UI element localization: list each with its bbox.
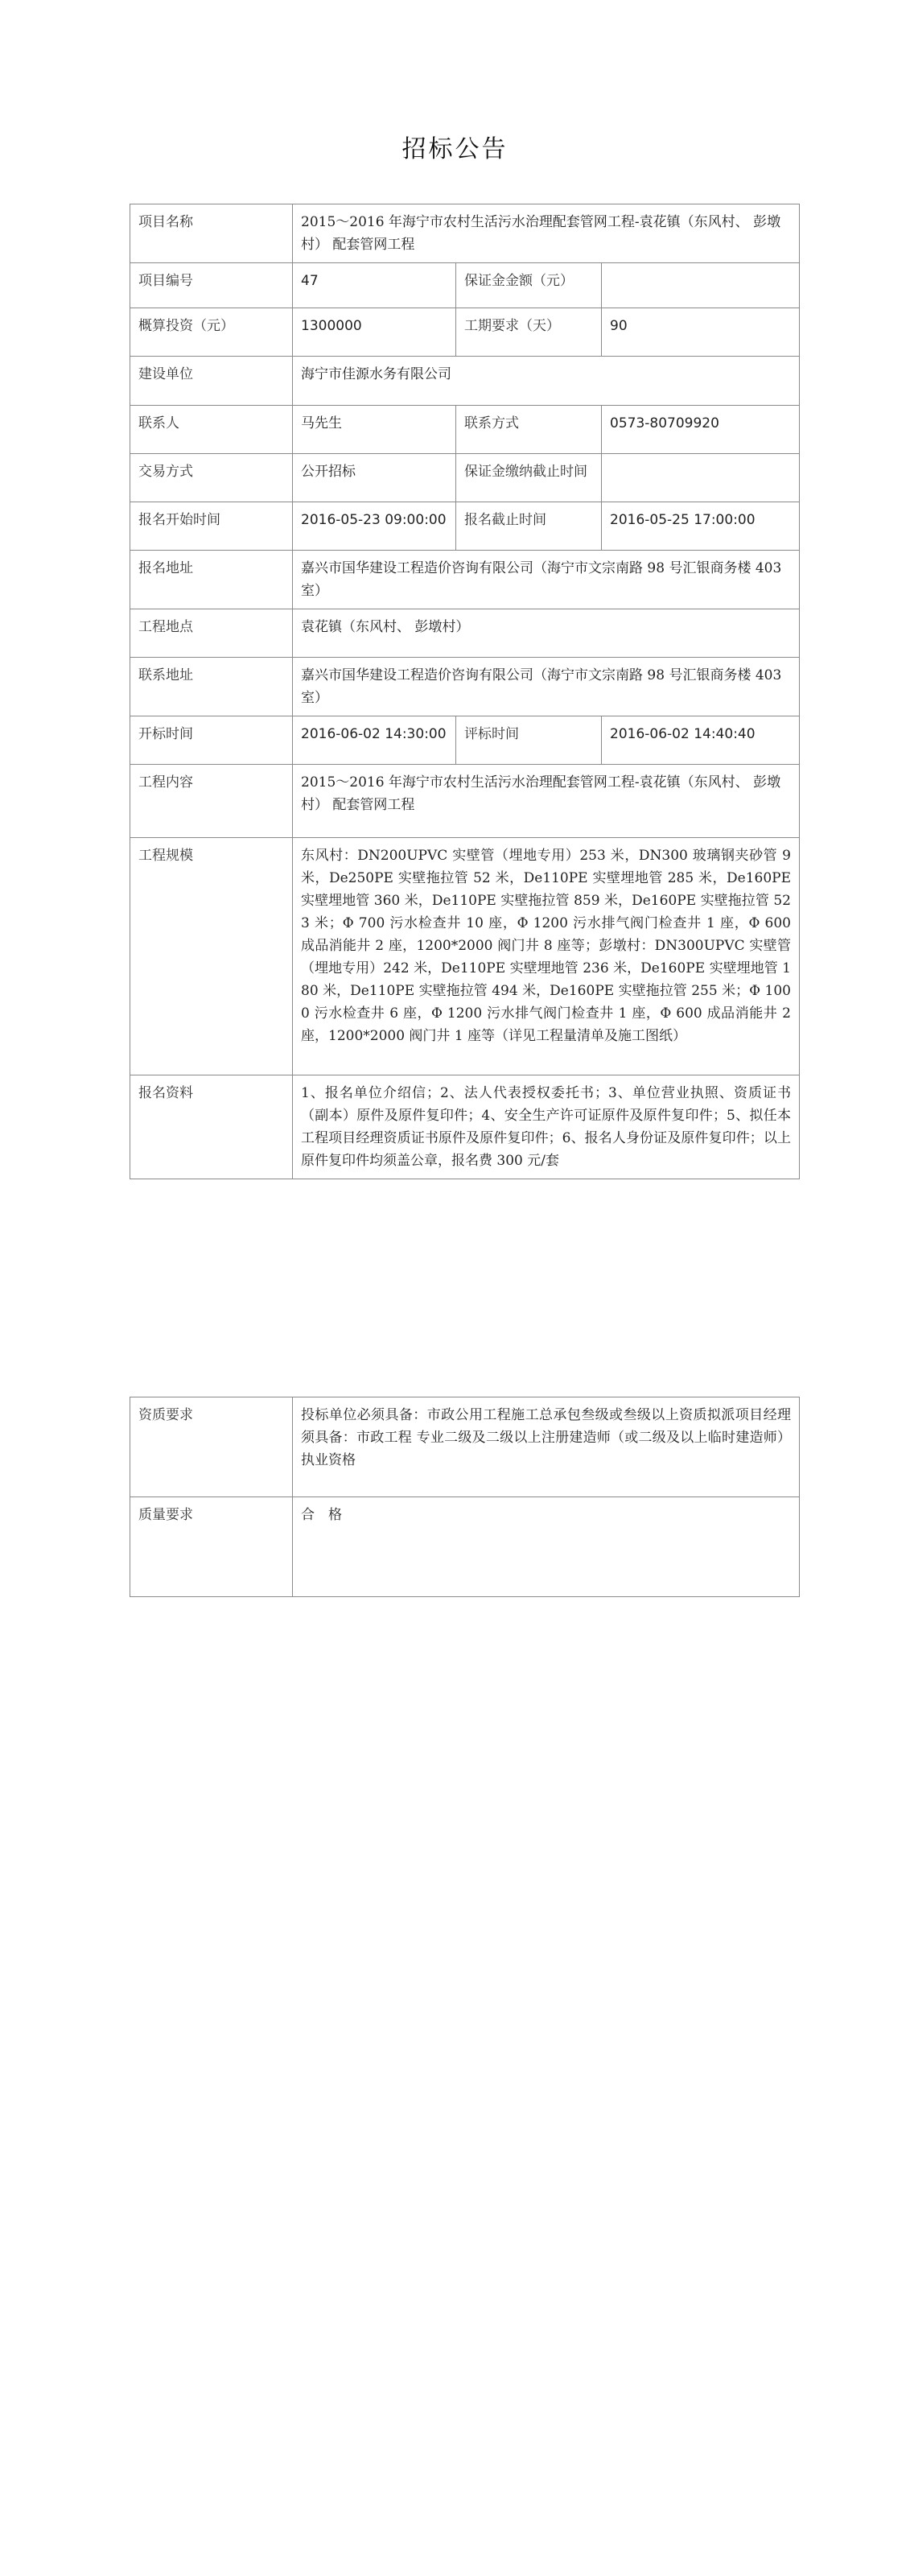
label-scale: 工程规模 bbox=[130, 838, 293, 1075]
value-quality: 合 格 bbox=[293, 1497, 800, 1597]
value-site: 袁花镇（东风村、 彭墩村） bbox=[293, 609, 800, 658]
row-reg-address bbox=[130, 551, 800, 609]
value-eval-time: 2016-06-02 14:40:40 bbox=[602, 716, 800, 765]
row-builder bbox=[130, 357, 800, 406]
label-reg-end: 报名截止时间 bbox=[456, 502, 602, 551]
row-trade-method bbox=[130, 454, 800, 502]
label-contact-method: 联系方式 bbox=[456, 406, 602, 454]
value-qualification: 投标单位必须具备：市政公用工程施工总承包叁级或叁级以上资质拟派项目经理须具备：市政工程 专业二级及二级以上注册建造师（或二级及以上临时建造师）执业资格 bbox=[293, 1397, 800, 1497]
row-scale bbox=[130, 838, 800, 1075]
label-content: 工程内容 bbox=[130, 765, 293, 838]
label-project-no: 项目编号 bbox=[130, 263, 293, 308]
row-open-time bbox=[130, 716, 800, 765]
label-deposit-deadline: 保证金缴纳截止时间 bbox=[456, 454, 602, 502]
label-open-time: 开标时间 bbox=[130, 716, 293, 765]
value-contact-method: 0573-80709920 bbox=[602, 406, 800, 454]
tender-info-table bbox=[130, 204, 800, 1179]
label-contact: 联系人 bbox=[130, 406, 293, 454]
row-project-no bbox=[130, 263, 800, 308]
value-deposit bbox=[602, 263, 800, 308]
row-quality bbox=[130, 1497, 800, 1597]
value-contact-address: 嘉兴市国华建设工程造价咨询有限公司（海宁市文宗南路 98 号汇银商务楼 403 室） bbox=[293, 658, 800, 716]
row-content bbox=[130, 765, 800, 838]
label-reg-address: 报名地址 bbox=[130, 551, 293, 609]
row-project-name bbox=[130, 204, 800, 263]
value-reg-end: 2016-05-25 17:00:00 bbox=[602, 502, 800, 551]
row-qualification bbox=[130, 1397, 800, 1497]
value-deposit-deadline bbox=[602, 454, 800, 502]
value-contact: 马先生 bbox=[293, 406, 456, 454]
row-site bbox=[130, 609, 800, 658]
label-eval-time: 评标时间 bbox=[456, 716, 602, 765]
value-budget: 1300000 bbox=[293, 308, 456, 357]
label-budget: 概算投资（元） bbox=[130, 308, 293, 357]
value-builder: 海宁市佳源水务有限公司 bbox=[293, 357, 800, 406]
value-duration: 90 bbox=[602, 308, 800, 357]
row-contact-address bbox=[130, 658, 800, 716]
requirements-table bbox=[130, 1397, 800, 1597]
label-deposit: 保证金金额（元） bbox=[456, 263, 602, 308]
row-reg-time bbox=[130, 502, 800, 551]
page-title: 招标公告 bbox=[401, 135, 509, 163]
label-reg-start: 报名开始时间 bbox=[130, 502, 293, 551]
value-project-no: 47 bbox=[293, 263, 456, 308]
label-site: 工程地点 bbox=[130, 609, 293, 658]
value-open-time: 2016-06-02 14:30:00 bbox=[293, 716, 456, 765]
value-reg-address: 嘉兴市国华建设工程造价咨询有限公司（海宁市文宗南路 98 号汇银商务楼 403 室） bbox=[293, 551, 800, 609]
label-contact-address: 联系地址 bbox=[130, 658, 293, 716]
row-reg-materials bbox=[130, 1075, 800, 1179]
label-quality: 质量要求 bbox=[130, 1497, 293, 1597]
value-content: 2015～2016 年海宁市农村生活污水治理配套管网工程-袁花镇（东风村、 彭墩村） 配套管网工程 bbox=[293, 765, 800, 838]
value-scale: 东风村：DN200UPVC 实壁管（埋地专用）253 米，DN300 玻璃钢夹砂管 9 米，De250PE 实壁拖拉管 52 米，De110PE 实壁埋地管 285 米，De160PE 实壁埋地管 360 米，De110PE 实壁拖拉管 859 米，De160PE 实壁拖拉管 523 米；Φ 700 污水检查井 10 座，Φ 1200 污水排气阀门检查井 1 座，Φ 600 成品消能井 2 座，1200*2000 阀门井 8 座等；彭墩村：DN300UPVC 实壁管（埋地专用）242 米，De110PE 实壁埋地管 236 米，De160PE 实壁埋地管 180 米，De110PE 实壁拖拉管 494 米，De160PE 实壁拖拉管 255 米；Φ 1000 污水检查井 6 座，Φ 1200 污水排气阀门检查井 1 座，Φ 600 成品消能井 2 座，1200*2000 阀门井 1 座等（详见工程量清单及施工图纸） bbox=[293, 838, 800, 1075]
label-reg-materials: 报名资料 bbox=[130, 1075, 293, 1179]
row-contact bbox=[130, 406, 800, 454]
label-trade-method: 交易方式 bbox=[130, 454, 293, 502]
label-project-name: 项目名称 bbox=[130, 204, 293, 263]
label-duration: 工期要求（天） bbox=[456, 308, 602, 357]
label-qualification: 资质要求 bbox=[130, 1397, 293, 1497]
value-reg-materials: 1、报名单位介绍信；2、法人代表授权委托书；3、单位营业执照、资质证书（副本）原件及原件复印件；4、安全生产许可证原件及原件复印件；5、拟任本工程项目经理资质证书原件及原件复印件；6、报名人身份证及原件复印件；以上原件复印件均须盖公章，报名费 300 元/套 bbox=[293, 1075, 800, 1179]
value-reg-start: 2016-05-23 09:00:00 bbox=[293, 502, 456, 551]
value-project-name: 2015～2016 年海宁市农村生活污水治理配套管网工程-袁花镇（东风村、 彭墩村） 配套管网工程 bbox=[293, 204, 800, 263]
label-builder: 建设单位 bbox=[130, 357, 293, 406]
row-budget bbox=[130, 308, 800, 357]
value-trade-method: 公开招标 bbox=[293, 454, 456, 502]
